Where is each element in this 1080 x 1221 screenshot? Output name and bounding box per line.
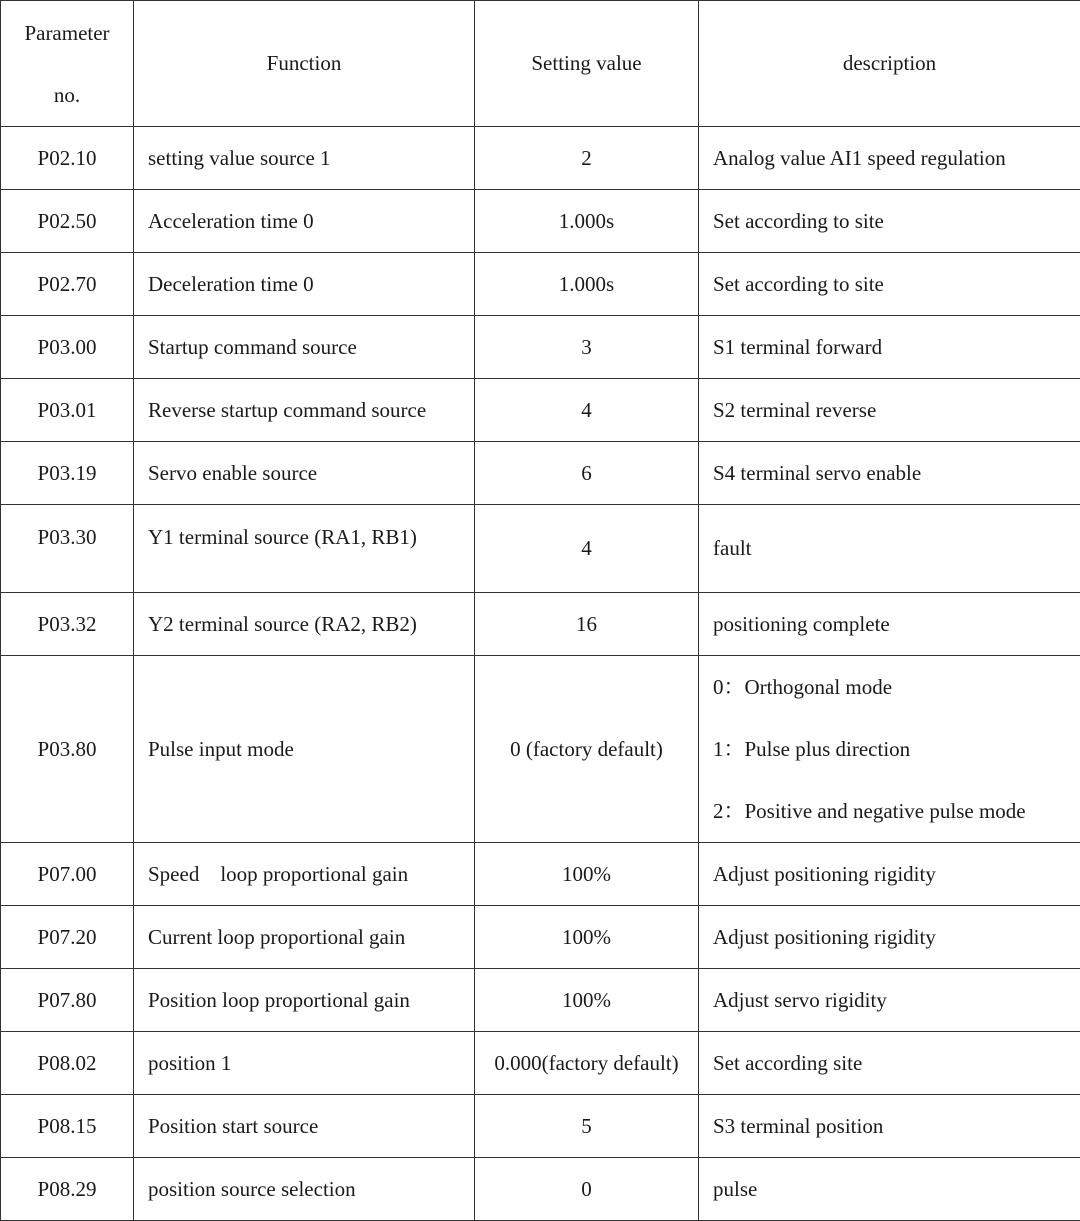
function-cell: setting value source 1 [134,127,475,190]
function-cell: Pulse input mode [134,656,475,843]
param-cell: P03.80 [1,656,134,843]
value-cell: 100% [475,843,699,906]
table-row [1,190,1080,253]
param-cell: P08.29 [1,1158,134,1221]
param-cell: P03.00 [1,316,134,379]
header-setting-value: Setting value [475,1,699,127]
param-cell: P03.32 [1,593,134,656]
table-row [1,656,1080,843]
description-cell: Set according site [699,1032,1080,1095]
table-row [1,127,1080,190]
param-cell: P08.15 [1,1095,134,1158]
description-line: 1：Pulse plus direction [713,718,1080,780]
value-cell: 0 [475,1158,699,1221]
description-cell: Adjust positioning rigidity [699,843,1080,906]
description-cell: S4 terminal servo enable [699,442,1080,505]
table-row [1,505,1080,593]
param-cell: P07.00 [1,843,134,906]
value-cell: 4 [475,505,699,593]
table-row [1,442,1080,505]
description-line: 0：Orthogonal mode [713,656,1080,718]
function-cell: Acceleration time 0 [134,190,475,253]
function-cell: Deceleration time 0 [134,253,475,316]
description-cell: Adjust servo rigidity [699,969,1080,1032]
param-cell: P02.10 [1,127,134,190]
table-row [1,1032,1080,1095]
description-cell: Set according to site [699,253,1080,316]
description-cell: Adjust positioning rigidity [699,906,1080,969]
table-row [1,843,1080,906]
value-cell: 4 [475,379,699,442]
function-cell: Y1 terminal source (RA1, RB1) [134,505,475,593]
function-cell: Position start source [134,1095,475,1158]
header-function: Function [134,1,475,127]
param-cell: P07.80 [1,969,134,1032]
table-row [1,1095,1080,1158]
function-cell: Position loop proportional gain [134,969,475,1032]
value-cell: 0 (factory default) [475,656,699,843]
function-cell: Speed loop proportional gain [134,843,475,906]
value-cell: 6 [475,442,699,505]
table-row [1,379,1080,442]
description-cell: S3 terminal position [699,1095,1080,1158]
header-parameter-line1: Parameter [1,2,133,64]
header-description: description [699,1,1080,127]
function-cell: Startup command source [134,316,475,379]
param-cell: P03.19 [1,442,134,505]
description-cell: S1 terminal forward [699,316,1080,379]
param-cell: P07.20 [1,906,134,969]
function-cell: Y2 terminal source (RA2, RB2) [134,593,475,656]
value-cell: 16 [475,593,699,656]
function-cell: Reverse startup command source [134,379,475,442]
value-cell: 3 [475,316,699,379]
description-cell [699,656,1080,843]
description-cell: S2 terminal reverse [699,379,1080,442]
header-parameter-no [1,1,134,127]
value-cell: 1.000s [475,190,699,253]
header-row [1,1,1080,127]
function-cell: position 1 [134,1032,475,1095]
function-cell: Servo enable source [134,442,475,505]
description-cell: positioning complete [699,593,1080,656]
value-cell: 100% [475,969,699,1032]
table-row [1,1158,1080,1221]
param-cell: P02.70 [1,253,134,316]
table-row [1,906,1080,969]
value-cell: 2 [475,127,699,190]
table-row [1,253,1080,316]
param-cell: P08.02 [1,1032,134,1095]
description-cell: fault [699,505,1080,593]
value-cell: 1.000s [475,253,699,316]
table-row [1,593,1080,656]
description-cell: pulse [699,1158,1080,1221]
description-line: 2：Positive and negative pulse mode [713,780,1080,842]
value-cell: 0.000(factory default) [475,1032,699,1095]
description-cell: Analog value AI1 speed regulation [699,127,1080,190]
value-cell: 5 [475,1095,699,1158]
function-cell: position source selection [134,1158,475,1221]
param-cell: P03.01 [1,379,134,442]
description-cell: Set according to site [699,190,1080,253]
param-cell: P02.50 [1,190,134,253]
function-cell: Current loop proportional gain [134,906,475,969]
table-row [1,316,1080,379]
value-cell: 100% [475,906,699,969]
param-cell: P03.30 [1,505,134,593]
header-parameter-line2: no. [1,64,133,126]
table-row [1,969,1080,1032]
